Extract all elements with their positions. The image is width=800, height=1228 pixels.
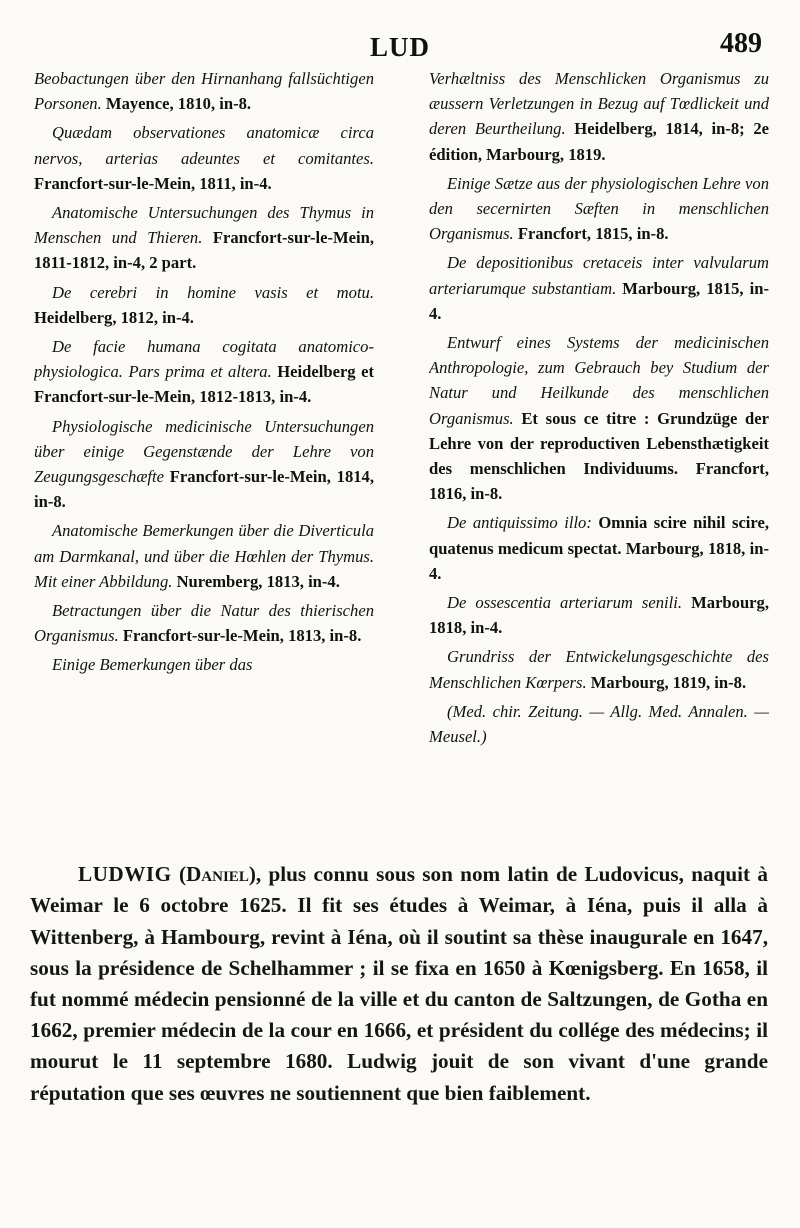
entry-publication: Omnia scire nihil scire, quatenus medicum spectat. Marbourg, 1818, in-4. — [429, 513, 769, 583]
entry-title: De depositionibus cretaceis inter valvularum arteriarumque substantiam. — [429, 253, 769, 298]
entry-publication: Francfort-sur-le-Mein, 1811, in-4. — [34, 173, 272, 193]
entry-title: Einige Sætze aus der physiologischen Lehre von den secernirten Sæften in menschlichen Organismus. — [429, 173, 769, 244]
bibliography-entry — [34, 120, 374, 196]
entry-publication: Nuremberg, 1813, in-4. — [172, 571, 340, 591]
entry-title: Einige Bemerkungen über das — [52, 655, 253, 675]
entry-title: Anatomische Bemerkungen über die Diverticula am Darmkanal, und über die Hœhlen der Thymus. Mit einer Abbildung. — [34, 521, 374, 591]
entry-title: Verhæltniss des Menschlicken Organismus zu æussern Verletzungen in Bezug auf Tœdlickeit und deren Beurtheilung. — [429, 69, 769, 139]
entry-publication: Heidelberg et Francfort-sur-le-Mein, 1812-1813, in-4. — [34, 362, 374, 407]
entry-publication: Francfort, 1815, in-8. — [513, 224, 669, 244]
entry-publication: Francfort-sur-le-Mein, 1814, in-8. — [34, 467, 374, 512]
entry-publication: Heidelberg, 1812, in-4. — [34, 307, 194, 327]
entry-publication: Francfort-sur-le-Mein, 1811-1812, in-4, 2 part. — [34, 228, 374, 273]
bibliography-entry — [429, 330, 769, 506]
bibliography-entry — [429, 171, 769, 247]
entry-name: LUDWIG — [78, 862, 172, 887]
entry-publication: Marbourg, 1815, in-4. — [429, 278, 769, 323]
entry-title: (Med. chir. Zeitung. — Allg. Med. Annalen. — Meusel.) — [429, 701, 769, 747]
entry-title: Beobactungen über den Hirnanhang fallsüchtigen Porsonen. — [34, 69, 374, 114]
entry-title: Anatomische Untersuchungen des Thymus in Menschen und Thieren. — [34, 203, 374, 248]
entry-publication: Mayence, 1810, in-8. — [101, 94, 252, 114]
left-column — [34, 66, 374, 806]
entry-publication: Marbourg, 1819, in-8. — [586, 672, 747, 692]
running-head — [38, 26, 762, 66]
entry-title: Physiologische medicinische Untersuchungen über einige Gegenstænde der Lehre von Zeugungsgeschæfte — [34, 416, 374, 487]
entry-title: De antiquissimo illo: — [447, 513, 592, 533]
entry-publication: Heidelberg, 1814, in-8; 2e édition, Marbourg, 1819. — [429, 119, 769, 164]
running-head-title: LUD — [369, 32, 430, 62]
bibliography-entry — [34, 66, 374, 116]
entry-text: , plus connu sous son nom latin de Ludovicus, naquit à Weimar le 6 octobre 1625. Il fit ses études à Weimar, à Iéna, puis il alla à Wittenberg, à Hambourg, revint à Iéna, où il soutint sa thèse inaugurale en 1647, sous la présidence de Schelhammer ; il se fixa en 1650 à Kœnigsberg. En 1658, il fut nommé médecin pensionné de la ville et du canton de Saltzungen, de Gotha en 1662, premier médecin de la cour en 1666, et président du collége des médecins; il mourut le 11 septembre 1680. Ludwig jouit de son vivant d'une grande réputation que ses œuvres ne soutiennent que bien faiblement. — [30, 862, 768, 1105]
bibliography-entry — [429, 66, 769, 167]
entry-publication: Marbourg, 1818, in-4. — [429, 593, 769, 638]
bibliography-entry — [34, 280, 374, 330]
bibliography-entry — [34, 518, 374, 594]
bibliography-entry — [429, 644, 769, 694]
entry-title: Entwurf eines Systems der medicinischen Anthropologie, zum Gebrauch bey Studium der Natur und Heilkunde des menschlichen Organismus. — [429, 333, 769, 428]
bibliography-entry — [34, 652, 374, 677]
bibliography-entry — [429, 699, 769, 749]
bibliography-entry — [34, 598, 374, 648]
entry-given-name: (Daniel) — [178, 862, 256, 887]
entry-title: De facie humana cogitata anatomico-physiologica. Pars prima et altera. — [34, 337, 374, 382]
bibliography-entry — [429, 590, 769, 640]
bibliography-columns — [34, 66, 769, 806]
entry-publication: Francfort-sur-le-Mein, 1813, in-8. — [118, 626, 362, 646]
bibliography-entry — [429, 510, 769, 586]
bibliography-entry — [34, 334, 374, 410]
entry-title: Grundriss der Entwickelungsgeschichte des Menschlichen Kœrpers. — [429, 647, 769, 692]
entry-publication: Et sous ce titre : Grundzüge der Lehre von der reproductiven Lebensthætigkeit des menschlichen Individuums. Francfort, 1816, in-8. — [429, 408, 769, 504]
right-column — [429, 66, 769, 806]
bibliography-entry — [429, 250, 769, 326]
entry-title: Quædam observationes anatomicæ circa nervos, arterias adeuntes et comitantes. — [34, 123, 374, 168]
entry-title: Betractungen über die Natur des thierischen Organismus. — [34, 601, 374, 646]
bibliography-entry — [34, 414, 374, 515]
entry-title: De cerebri in homine vasis et motu. — [52, 282, 374, 302]
bibliography-entry — [34, 200, 374, 276]
entry-title: De ossescentia arteriarum senili. — [447, 593, 683, 613]
biography-entry — [30, 859, 768, 1109]
page-number: 489 — [720, 28, 762, 59]
